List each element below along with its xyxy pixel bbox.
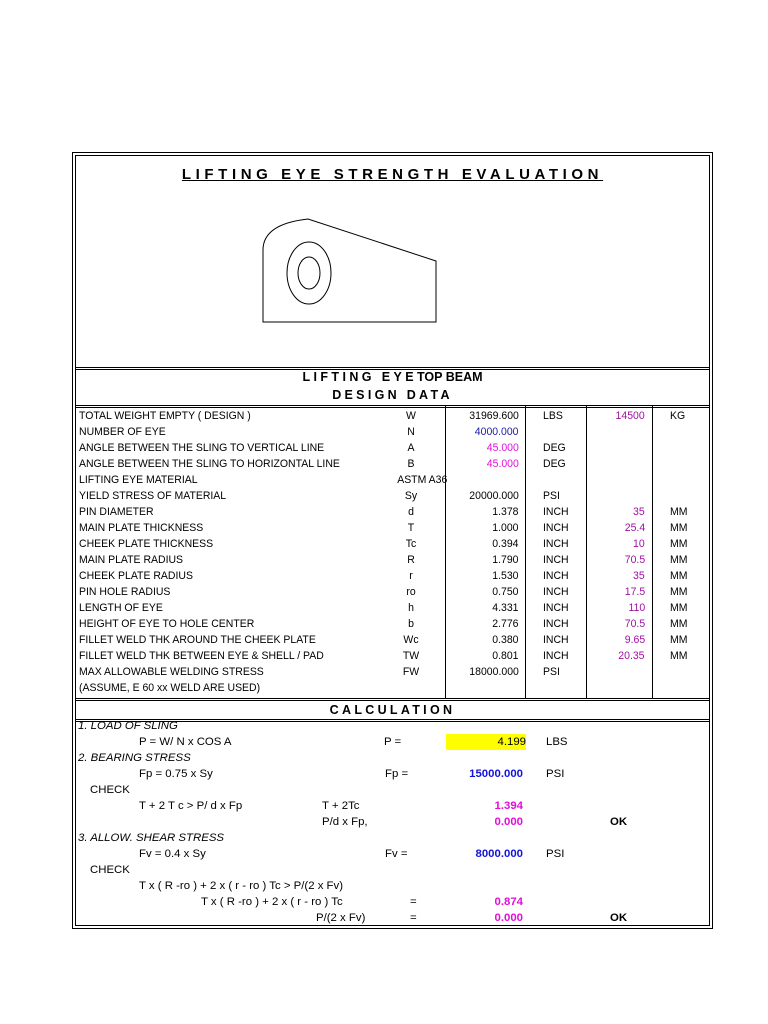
- design-row: [76, 488, 709, 504]
- design-row: [76, 568, 709, 584]
- calc-3-title: 3. ALLOW. SHEAR STRESS: [78, 832, 225, 844]
- section-beam-suffix: TOP BEAM: [416, 370, 483, 384]
- calc-2-formula: Fp = 0.75 x Sy: [139, 768, 213, 780]
- row-symbol: h: [408, 602, 414, 614]
- row-unit: INCH: [543, 522, 569, 534]
- calc-1-symbol: P =: [384, 736, 402, 748]
- calc-2-check-formula: T + 2 T c > P/ d x Fp: [139, 800, 243, 812]
- design-row: [76, 504, 709, 520]
- design-row: [76, 584, 709, 600]
- design-row: [76, 552, 709, 568]
- row-symbol: ro: [406, 586, 416, 598]
- design-row: [76, 536, 709, 552]
- calc-3-symbol: Fv =: [385, 848, 408, 860]
- divider-3: [76, 698, 709, 699]
- section-design-title: DESIGN DATA: [332, 388, 453, 402]
- row-metric-value: 110: [628, 602, 645, 614]
- calc-3-value: 8000.000: [475, 848, 523, 860]
- row-unit: DEG: [543, 442, 566, 454]
- row-value: 18000.000: [469, 666, 519, 678]
- design-row: [76, 600, 709, 616]
- row-description: MAIN PLATE RADIUS: [79, 554, 184, 566]
- row-metric-value: 17.5: [624, 586, 645, 598]
- row-value: 0.380: [492, 634, 519, 646]
- row-unit: INCH: [543, 570, 569, 582]
- row-value: 20000.000: [469, 490, 519, 502]
- design-row: [76, 456, 709, 472]
- row-description: FILLET WELD THK BETWEEN EYE & SHELL / PAD: [79, 650, 324, 662]
- row-value: 0.801: [492, 650, 519, 662]
- row-value: 2.776: [492, 618, 519, 630]
- design-row: [76, 648, 709, 664]
- row-metric-unit: MM: [670, 506, 688, 518]
- divider-1: [76, 367, 709, 368]
- calc-3-line2-value: 0.000: [494, 912, 523, 924]
- row-unit: INCH: [543, 538, 569, 550]
- calc-3-check-formula: T x ( R -ro ) + 2 x ( r - ro ) Tc > P/(2 x Fv): [139, 880, 343, 892]
- row-description: TOTAL WEIGHT EMPTY ( DESIGN ): [79, 410, 251, 422]
- row-metric-value: 25.4: [624, 522, 645, 534]
- calc-2-check: CHECK: [90, 784, 130, 796]
- calc-3-line2-eq: =: [410, 912, 417, 924]
- row-metric-value: 70.5: [624, 554, 645, 566]
- row-metric-value: 20.35: [618, 650, 645, 662]
- row-value: 1.530: [492, 570, 519, 582]
- row-metric-value: 9.65: [624, 634, 645, 646]
- calc-2-symbol: Fp =: [385, 768, 409, 780]
- row-description: LIFTING EYE MATERIAL: [79, 474, 198, 486]
- section-beam-title: [76, 370, 709, 384]
- row-unit: DEG: [543, 458, 566, 470]
- row-unit: INCH: [543, 650, 569, 662]
- evaluation-sheet: [72, 152, 713, 929]
- row-metric-unit: MM: [670, 650, 688, 662]
- row-metric-unit: MM: [670, 570, 688, 582]
- row-unit: INCH: [543, 554, 569, 566]
- row-symbol: B: [407, 458, 415, 470]
- design-row: [76, 424, 709, 440]
- lifting-eye-drawing: [260, 216, 440, 326]
- row-symbol: ASTM A36: [397, 474, 448, 486]
- design-row: [76, 632, 709, 648]
- row-value: 4000.000: [475, 426, 519, 438]
- row-description: PIN DIAMETER: [79, 506, 154, 518]
- row-symbol: Wc: [403, 634, 419, 646]
- calc-1-formula: P = W/ N x COS A: [139, 736, 232, 748]
- calc-1-unit: LBS: [546, 736, 568, 748]
- row-unit: LBS: [543, 410, 563, 422]
- divider-2: [76, 405, 709, 406]
- row-symbol: N: [407, 426, 415, 438]
- design-row: [76, 440, 709, 456]
- calc-2-line1-value: 1.394: [494, 800, 523, 812]
- row-value: 45.000: [486, 458, 519, 470]
- calc-2-title: 2. BEARING STRESS: [78, 752, 191, 764]
- row-description: CHEEK PLATE THICKNESS: [79, 538, 214, 550]
- row-symbol: TW: [402, 650, 420, 662]
- calc-2-ok-badge: OK: [610, 816, 628, 828]
- row-metric-value: 10: [633, 538, 645, 550]
- row-description: NUMBER OF EYE: [79, 426, 166, 438]
- row-value: 0.394: [492, 538, 519, 550]
- design-row: [76, 616, 709, 632]
- row-description: ANGLE BETWEEN THE SLING TO HORIZONTAL LINE: [79, 458, 340, 470]
- row-metric-unit: MM: [670, 618, 688, 630]
- calc-2-line1-label: T + 2Tc: [322, 800, 360, 812]
- sheet-inner-border: [75, 155, 710, 926]
- row-description: MAIN PLATE THICKNESS: [79, 522, 204, 534]
- calc-3-line2-label: P/(2 x Fv): [316, 912, 366, 924]
- row-metric-value: 35: [633, 506, 645, 518]
- row-value: 4.331: [492, 602, 519, 614]
- row-unit: INCH: [543, 586, 569, 598]
- row-description: PIN HOLE RADIUS: [79, 586, 171, 598]
- calc-2-line2-value: 0.000: [494, 816, 523, 828]
- design-row: [76, 520, 709, 536]
- row-symbol: r: [409, 570, 413, 582]
- design-row: [76, 408, 709, 424]
- row-unit: INCH: [543, 506, 569, 518]
- page-title: LIFTING EYE STRENGTH EVALUATION: [181, 166, 604, 183]
- calc-3-formula: Fv = 0.4 x Sy: [139, 848, 206, 860]
- row-unit: INCH: [543, 618, 569, 630]
- row-description: FILLET WELD THK AROUND THE CHEEK PLATE: [79, 634, 316, 646]
- row-description: LENGTH OF EYE: [79, 602, 163, 614]
- row-unit: INCH: [543, 634, 569, 646]
- row-description: ANGLE BETWEEN THE SLING TO VERTICAL LINE: [79, 442, 325, 454]
- row-symbol: W: [406, 410, 416, 422]
- design-row: [76, 472, 709, 488]
- row-symbol: Tc: [405, 538, 417, 550]
- calc-1-value: 4.199: [446, 734, 526, 750]
- calc-2-unit: PSI: [546, 768, 565, 780]
- calc-1-title: 1. LOAD OF SLING: [78, 720, 178, 732]
- row-description: CHEEK PLATE RADIUS: [79, 570, 193, 582]
- row-symbol: T: [407, 522, 415, 534]
- section-beam-prefix: LIFTING EYE: [302, 370, 417, 384]
- row-metric-unit: MM: [670, 554, 688, 566]
- row-value: 1.790: [492, 554, 519, 566]
- row-symbol: FW: [402, 666, 420, 678]
- calc-3-line1-value: 0.874: [494, 896, 523, 908]
- row-unit: PSI: [543, 666, 560, 678]
- section-calc-title: CALCULATION: [329, 703, 456, 717]
- row-unit: PSI: [543, 490, 560, 502]
- row-metric-unit: MM: [670, 634, 688, 646]
- row-symbol: A: [407, 442, 415, 454]
- eye-plate-outline: [263, 219, 436, 322]
- calc-3-line1-eq: =: [410, 896, 417, 908]
- calc-2-line2-label: P/d x Fp,: [322, 816, 368, 828]
- row-metric-value: 35: [633, 570, 645, 582]
- calc-3-check: CHECK: [90, 864, 130, 876]
- row-description: MAX ALLOWABLE WELDING STRESS: [79, 666, 264, 678]
- row-symbol: d: [408, 506, 414, 518]
- design-row: [76, 680, 709, 696]
- row-value: 45.000: [486, 442, 519, 454]
- row-symbol: Sy: [404, 490, 418, 502]
- calc-3-line1-label: T x ( R -ro ) + 2 x ( r - ro ) Tc: [201, 896, 343, 908]
- row-description: (ASSUME, E 60 xx WELD ARE USED): [79, 682, 261, 694]
- row-value: 0.750: [492, 586, 519, 598]
- row-metric-unit: MM: [670, 586, 688, 598]
- row-unit: INCH: [543, 602, 569, 614]
- calc-2-value: 15000.000: [469, 768, 523, 780]
- row-value: 1.000: [492, 522, 519, 534]
- cheek-plate-circle: [287, 242, 331, 304]
- calc-3-unit: PSI: [546, 848, 565, 860]
- calc-3-ok-badge: OK: [610, 912, 628, 924]
- row-value: 1.378: [492, 506, 519, 518]
- row-metric-unit: MM: [670, 538, 688, 550]
- row-symbol: b: [408, 618, 414, 630]
- design-row: [76, 664, 709, 680]
- row-metric-unit: MM: [670, 522, 688, 534]
- row-metric-value: 14500: [615, 410, 645, 422]
- row-metric-unit: KG: [670, 410, 686, 422]
- pin-hole-circle: [298, 257, 320, 289]
- row-description: YIELD STRESS OF MATERIAL: [79, 490, 227, 502]
- row-metric-value: 70.5: [624, 618, 645, 630]
- row-value: 31969.600: [469, 410, 519, 422]
- row-metric-unit: MM: [670, 602, 688, 614]
- row-symbol: R: [407, 554, 415, 566]
- row-description: HEIGHT OF EYE TO HOLE CENTER: [79, 618, 255, 630]
- divider-3b: [76, 700, 709, 701]
